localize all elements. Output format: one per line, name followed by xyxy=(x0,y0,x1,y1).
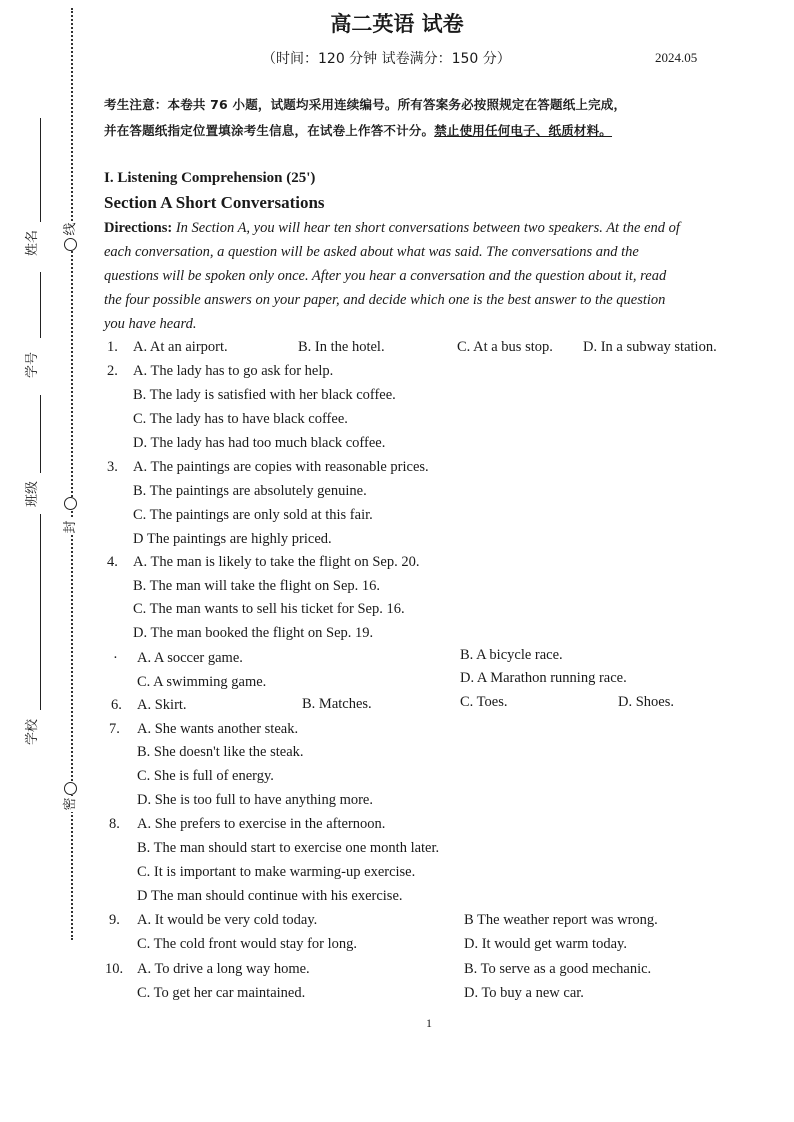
notice-line-1: 考生注意：本卷共 76 小题，试题均采用连续编号。所有答案务必按照规定在答题纸上完成， xyxy=(104,97,627,112)
option-d: D. To buy a new car. xyxy=(464,985,584,1001)
directions-line: you have heard. xyxy=(104,316,197,332)
option-a: A. She wants another steak. xyxy=(137,721,299,737)
question-number: 3. xyxy=(107,459,118,475)
option-a: A. It would be very cold today. xyxy=(137,912,318,928)
question-number: 8. xyxy=(109,816,120,832)
option-d: D. It would get warm today. xyxy=(464,936,627,952)
question-number: 4. xyxy=(107,554,118,570)
name-blank[interactable] xyxy=(40,118,41,222)
binding-circle xyxy=(64,497,77,510)
option-d: D. Shoes. xyxy=(618,694,674,710)
notice-line-2-text: 并在答题纸指定位置填涂考生信息，在试卷上作答不计分。 xyxy=(104,123,435,138)
option-a: A. She prefers to exercise in the afternoon. xyxy=(137,816,386,832)
part-title: I. Listening Comprehension (25') xyxy=(104,170,316,186)
page-title: 高二英语 试卷 xyxy=(330,12,464,36)
question-number: 7. xyxy=(109,721,120,737)
option-b: B. The man should start to exercise one month later. xyxy=(137,840,440,856)
option-d: D The man should continue with his exercise. xyxy=(137,888,403,904)
question-number: 6. xyxy=(111,697,122,713)
option-a: A. The man is likely to take the flight on Sep. 20. xyxy=(133,554,420,570)
option-b: B. To serve as a good mechanic. xyxy=(464,961,652,977)
binding-circle xyxy=(64,238,77,251)
option-b: B. The man will take the flight on Sep. 16. xyxy=(133,578,381,594)
notice-line-2-underlined: 禁止使用任何电子、纸质材料。 xyxy=(434,123,613,138)
school-label: 学校 xyxy=(25,719,40,746)
option-c: C. The paintings are only sold at this fair. xyxy=(133,507,373,523)
directions xyxy=(104,216,734,336)
option-c: C. Toes. xyxy=(460,694,508,710)
option-d: D. A Marathon running race. xyxy=(460,670,627,686)
page-number: 1 xyxy=(426,1016,432,1030)
option-b: B. A bicycle race. xyxy=(460,647,563,663)
cut-char-xian: 线 xyxy=(63,222,78,236)
option-c: C. The cold front would stay for long. xyxy=(137,936,358,952)
class-blank[interactable] xyxy=(40,395,41,473)
option-d: D The paintings are highly priced. xyxy=(133,531,332,547)
option-d: D. The man booked the flight on Sep. 19. xyxy=(133,625,374,641)
option-d: D. She is too full to have anything more. xyxy=(137,792,373,808)
option-c: C. To get her car maintained. xyxy=(137,985,306,1001)
question-number: 1. xyxy=(107,339,118,355)
option-b: B. The lady is satisfied with her black coffee. xyxy=(133,387,396,403)
directions-line: the four possible answers on your paper, and decide which one is the best answer to the question xyxy=(104,292,666,308)
class-label: 班级 xyxy=(25,481,40,508)
option-c: C. The lady has to have black coffee. xyxy=(133,411,348,427)
exam-subtitle: （时间：120 分钟 试卷满分：150 分） xyxy=(262,51,511,67)
option-c: C. She is full of energy. xyxy=(137,768,274,784)
binding-circle xyxy=(64,782,77,795)
directions-line: Directions: In Section A, you will hear ten short conversations between two speakers. At the end of xyxy=(104,220,680,236)
option-b: B. She doesn't like the steak. xyxy=(137,744,304,760)
directions-line: questions will be spoken only once. After you hear a conversation and the question about it, read xyxy=(104,268,667,284)
question-number: 9. xyxy=(109,912,120,928)
exam-date: 2024.05 xyxy=(655,50,698,65)
option-d: D. In a subway station. xyxy=(583,339,717,355)
question-number: 2. xyxy=(107,363,118,379)
option-b: B. The paintings are absolutely genuine. xyxy=(133,483,367,499)
option-b: B. In the hotel. xyxy=(298,339,385,355)
option-a: A. A soccer game. xyxy=(137,650,243,666)
notice-line-2 xyxy=(104,121,612,139)
student-id-blank[interactable] xyxy=(40,272,41,338)
option-a: A. At an airport. xyxy=(133,339,228,355)
student-id-label: 学号 xyxy=(25,352,40,379)
cut-char-mi: 密 xyxy=(63,797,78,811)
option-c: C. It is important to make warming-up exercise. xyxy=(137,864,416,880)
name-label: 姓名 xyxy=(25,230,40,257)
option-c: C. At a bus stop. xyxy=(457,339,553,355)
directions-line: each conversation, a question will be asked about what was said. The conversations and the xyxy=(104,244,639,260)
option-b: B. Matches. xyxy=(302,696,372,712)
question-number: 10. xyxy=(105,961,124,977)
option-a: A. To drive a long way home. xyxy=(137,961,310,977)
option-a: A. The lady has to go ask for help. xyxy=(133,363,334,379)
question-number: · xyxy=(113,650,118,666)
school-blank[interactable] xyxy=(40,514,41,710)
directions-label: Directions: xyxy=(104,220,173,236)
option-a: A. The paintings are copies with reasonable prices. xyxy=(133,459,429,475)
option-c: C. The man wants to sell his ticket for Sep. 16. xyxy=(133,601,405,617)
section-title: Section A Short Conversations xyxy=(104,193,325,212)
cut-char-feng: 封 xyxy=(63,520,78,534)
option-a: A. Skirt. xyxy=(137,697,187,713)
option-d: D. The lady has had too much black coffee. xyxy=(133,435,386,451)
option-c: C. A swimming game. xyxy=(137,674,267,690)
option-b: B The weather report was wrong. xyxy=(464,912,658,928)
